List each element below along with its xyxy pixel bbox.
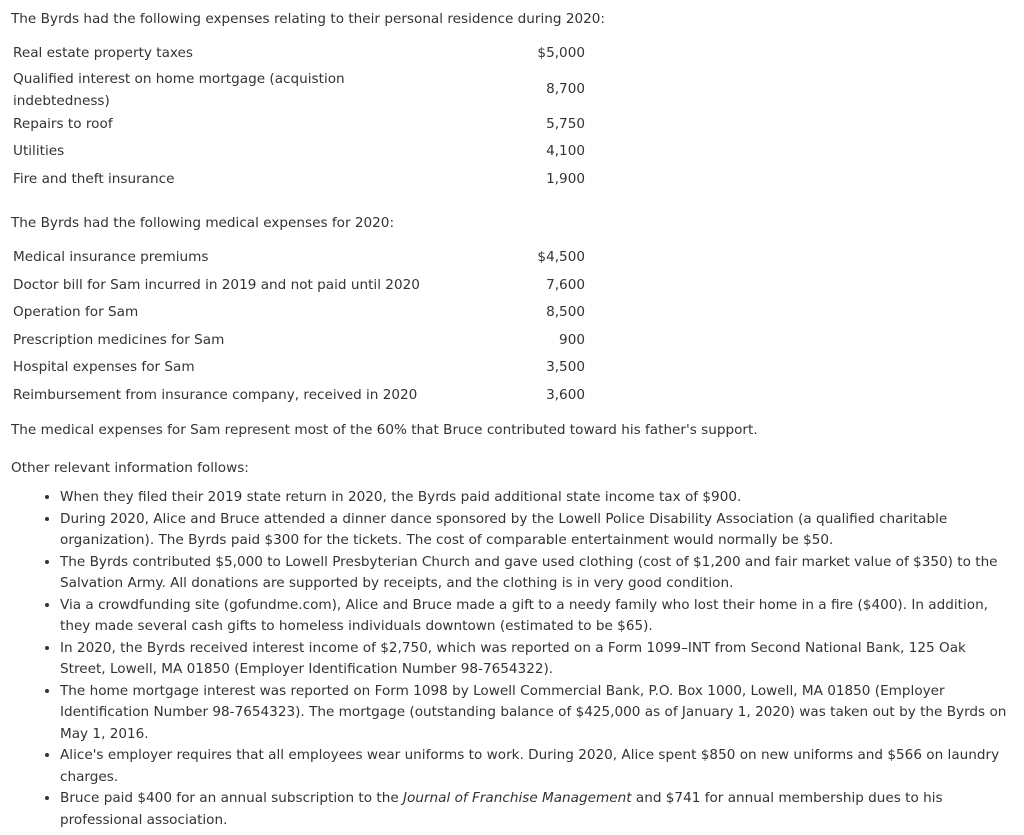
table-row bbox=[13, 354, 598, 382]
row-label: Hospital expenses for Sam bbox=[13, 359, 195, 375]
row-amount: 7,600 bbox=[546, 276, 585, 293]
list-item: • When they filed their 2019 state return in 2020, the Byrds paid additional state income tax of $900. bbox=[60, 487, 1011, 509]
list-item: • During 2020, Alice and Bruce attended a dinner dance sponsored by the Lowell Police Disability Association (a qualified charitable organization). The Byrds paid $300 for the tickets. The cost of comparable entertainment would normally be $50. bbox=[60, 509, 1011, 552]
row-amount: 8,700 bbox=[546, 80, 585, 97]
row-amount: $5,000 bbox=[537, 45, 585, 61]
row-label: Prescription medicines for Sam bbox=[13, 331, 225, 348]
list-item: • The Byrds contributed $5,000 to Lowell Presbyterian Church and gave used clothing (cost of $1,200 and fair market value of $350) to the Salvation Army. All donations are supported by receipts, and the clothing is in very good condition. bbox=[60, 552, 1011, 595]
list-item: • In 2020, the Byrds received interest income of $2,750, which was reported on a Form 1099–INT from Second National Bank, 125 Oak Street, Lowell, MA 01850 (Employer Identification Number 98-7654322). bbox=[60, 638, 1011, 681]
table-row bbox=[13, 327, 598, 355]
list-item-text: Bruce paid $400 for an annual subscription to the bbox=[60, 790, 404, 806]
row-amount: 8,500 bbox=[546, 304, 585, 320]
row-amount: 3,600 bbox=[546, 386, 585, 403]
row-amount: $4,500 bbox=[537, 249, 585, 265]
row-amount: 900 bbox=[559, 331, 585, 348]
row-label: Reimbursement from insurance company, received in 2020 bbox=[13, 386, 418, 403]
table-row bbox=[13, 382, 598, 410]
row-amount: 1,900 bbox=[546, 170, 585, 187]
row-label: Medical insurance premiums bbox=[13, 249, 209, 265]
table-row bbox=[13, 244, 598, 272]
list-item-text: and $741 for annual membership dues to his professional association. bbox=[60, 790, 943, 828]
list-item bbox=[60, 788, 1011, 831]
row-label: Utilities bbox=[13, 143, 65, 159]
table-row bbox=[13, 138, 598, 166]
residence-intro: The Byrds had the following expenses relating to their personal residence during 2020: bbox=[11, 11, 605, 27]
row-label: Fire and theft insurance bbox=[13, 170, 175, 187]
row-label: Qualified interest on home mortgage (acquistion indebtedness) bbox=[13, 70, 345, 109]
other-info-list bbox=[11, 487, 1011, 831]
list-item: • Alice's employer requires that all employees wear uniforms to work. During 2020, Alice spent $850 on new uniforms and $566 on laundry charges. bbox=[60, 745, 1011, 788]
row-label: Real estate property taxes bbox=[13, 45, 193, 61]
medical-note: The medical expenses for Sam represent most of the 60% that Bruce contributed toward his father's support. bbox=[11, 422, 758, 438]
row-amount: 4,100 bbox=[546, 143, 585, 159]
residence-expenses-table bbox=[13, 40, 598, 193]
journal-title: Journal of Franchise Management bbox=[403, 790, 632, 806]
list-item: • The home mortgage interest was reported on Form 1098 by Lowell Commercial Bank, P.O. Box 1000, Lowell, MA 01850 (Employer Identification Number 98-7654323). The mortgage (outstanding balance of $425,000 as of January 1, 2020) was taken out by the Byrds on May 1, 2016. bbox=[60, 681, 1011, 746]
table-row bbox=[13, 68, 598, 111]
table-row bbox=[13, 166, 598, 194]
medical-intro: The Byrds had the following medical expenses for 2020: bbox=[11, 215, 395, 231]
table-row bbox=[13, 299, 598, 327]
table-row bbox=[13, 111, 598, 139]
table-row bbox=[13, 272, 598, 300]
row-label: Repairs to roof bbox=[13, 115, 113, 132]
row-amount: 3,500 bbox=[546, 359, 585, 375]
row-amount: 5,750 bbox=[546, 115, 585, 132]
other-info-intro: Other relevant information follows: bbox=[11, 460, 249, 476]
row-label: Operation for Sam bbox=[13, 304, 139, 320]
table-row bbox=[13, 40, 598, 68]
row-label: Doctor bill for Sam incurred in 2019 and not paid until 2020 bbox=[13, 276, 420, 293]
list-item: • Via a crowdfunding site (gofundme.com), Alice and Bruce made a gift to a needy family who lost their home in a fire ($400). In addition, they made several cash gifts to homeless individuals downtown (estimated to be $65). bbox=[60, 595, 1011, 638]
medical-expenses-table bbox=[13, 244, 598, 409]
